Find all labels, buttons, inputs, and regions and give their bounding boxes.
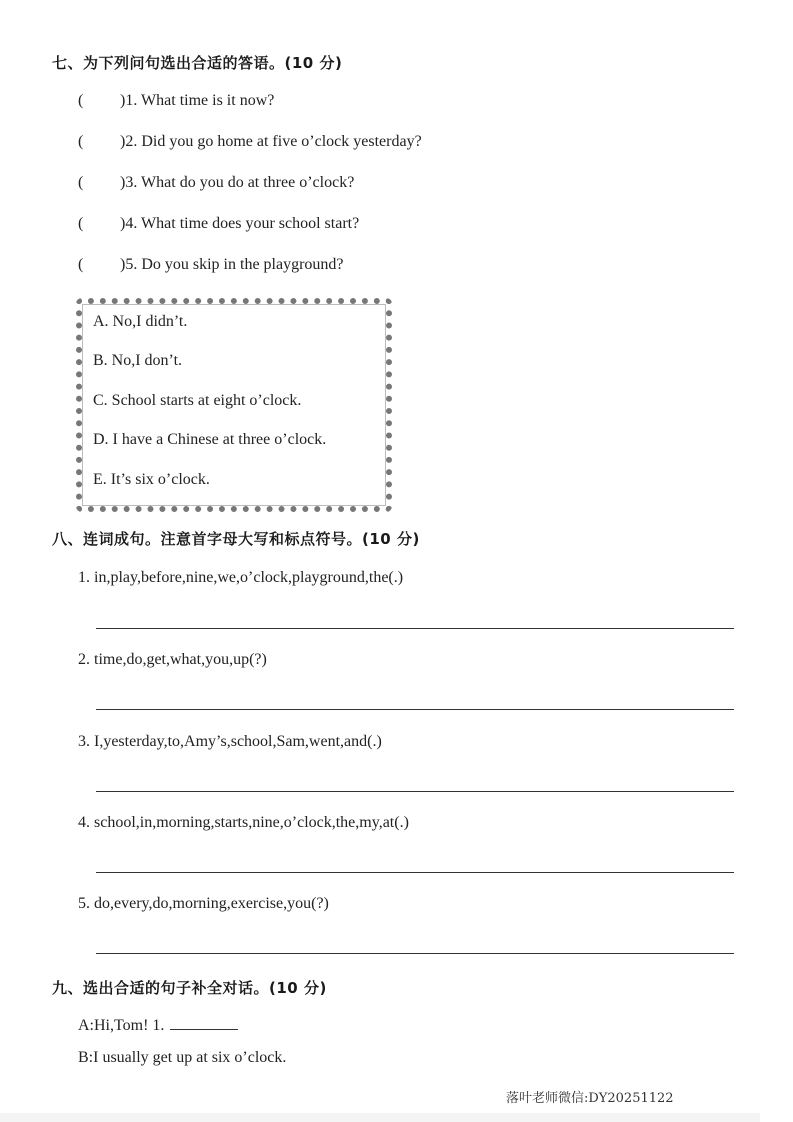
section-8-heading: 八、连词成句。注意首字母大写和标点符号。(10 分) xyxy=(52,530,420,548)
dialogue-line-b: B:I usually get up at six o’clock. xyxy=(78,1049,287,1066)
answer-paren[interactable]: ( xyxy=(78,174,84,191)
reorder-item-5: 5. do,every,do,morning,exercise,you(?) xyxy=(78,895,329,912)
question-text: )5. Do you skip in the playground? xyxy=(120,256,344,273)
option-b: B. No,I don’t. xyxy=(93,352,183,369)
answer-line-5[interactable] xyxy=(96,953,734,954)
question-3 xyxy=(78,174,354,192)
fill-in-blank[interactable] xyxy=(170,1015,238,1030)
answer-paren[interactable]: ( xyxy=(78,215,84,232)
answer-line-3[interactable] xyxy=(96,791,734,792)
section-9-heading: 九、选出合适的句子补全对话。(10 分) xyxy=(52,979,327,997)
answer-paren[interactable]: ( xyxy=(78,92,84,109)
dialogue-line-a xyxy=(78,1015,238,1035)
question-2 xyxy=(78,133,422,151)
option-d: D. I have a Chinese at three o’clock. xyxy=(93,431,327,448)
dialogue-text: A:Hi,Tom! 1. xyxy=(78,1017,165,1034)
question-1 xyxy=(78,92,274,110)
reorder-item-3: 3. I,yesterday,to,Amy’s,school,Sam,went,and(.) xyxy=(78,733,382,750)
question-text: )1. What time is it now? xyxy=(120,92,275,109)
answer-line-4[interactable] xyxy=(96,872,734,873)
reorder-item-1: 1. in,play,before,nine,we,o’clock,playground,the(.) xyxy=(78,569,404,586)
answer-line-1[interactable] xyxy=(96,628,734,629)
question-5 xyxy=(78,256,344,274)
question-4 xyxy=(78,215,359,233)
page-bottom-band xyxy=(0,1113,760,1122)
answer-line-2[interactable] xyxy=(96,709,734,710)
reorder-item-4: 4. school,in,morning,starts,nine,o’clock,the,my,at(.) xyxy=(78,814,409,831)
option-a: A. No,I didn’t. xyxy=(93,313,188,330)
answer-paren[interactable]: ( xyxy=(78,133,84,150)
footer-watermark: 落叶老师微信:DY20251122 xyxy=(506,1091,674,1106)
option-c: C. School starts at eight o’clock. xyxy=(93,392,302,409)
question-text: )2. Did you go home at five o’clock yesterday? xyxy=(120,133,422,150)
reorder-item-2: 2. time,do,get,what,you,up(?) xyxy=(78,651,267,668)
question-text: )4. What time does your school start? xyxy=(120,215,360,232)
section-7-heading: 七、为下列问句选出合适的答语。(10 分) xyxy=(52,54,343,72)
option-e: E. It’s six o’clock. xyxy=(93,471,210,488)
answer-paren[interactable]: ( xyxy=(78,256,84,273)
question-text: )3. What do you do at three o’clock? xyxy=(120,174,355,191)
